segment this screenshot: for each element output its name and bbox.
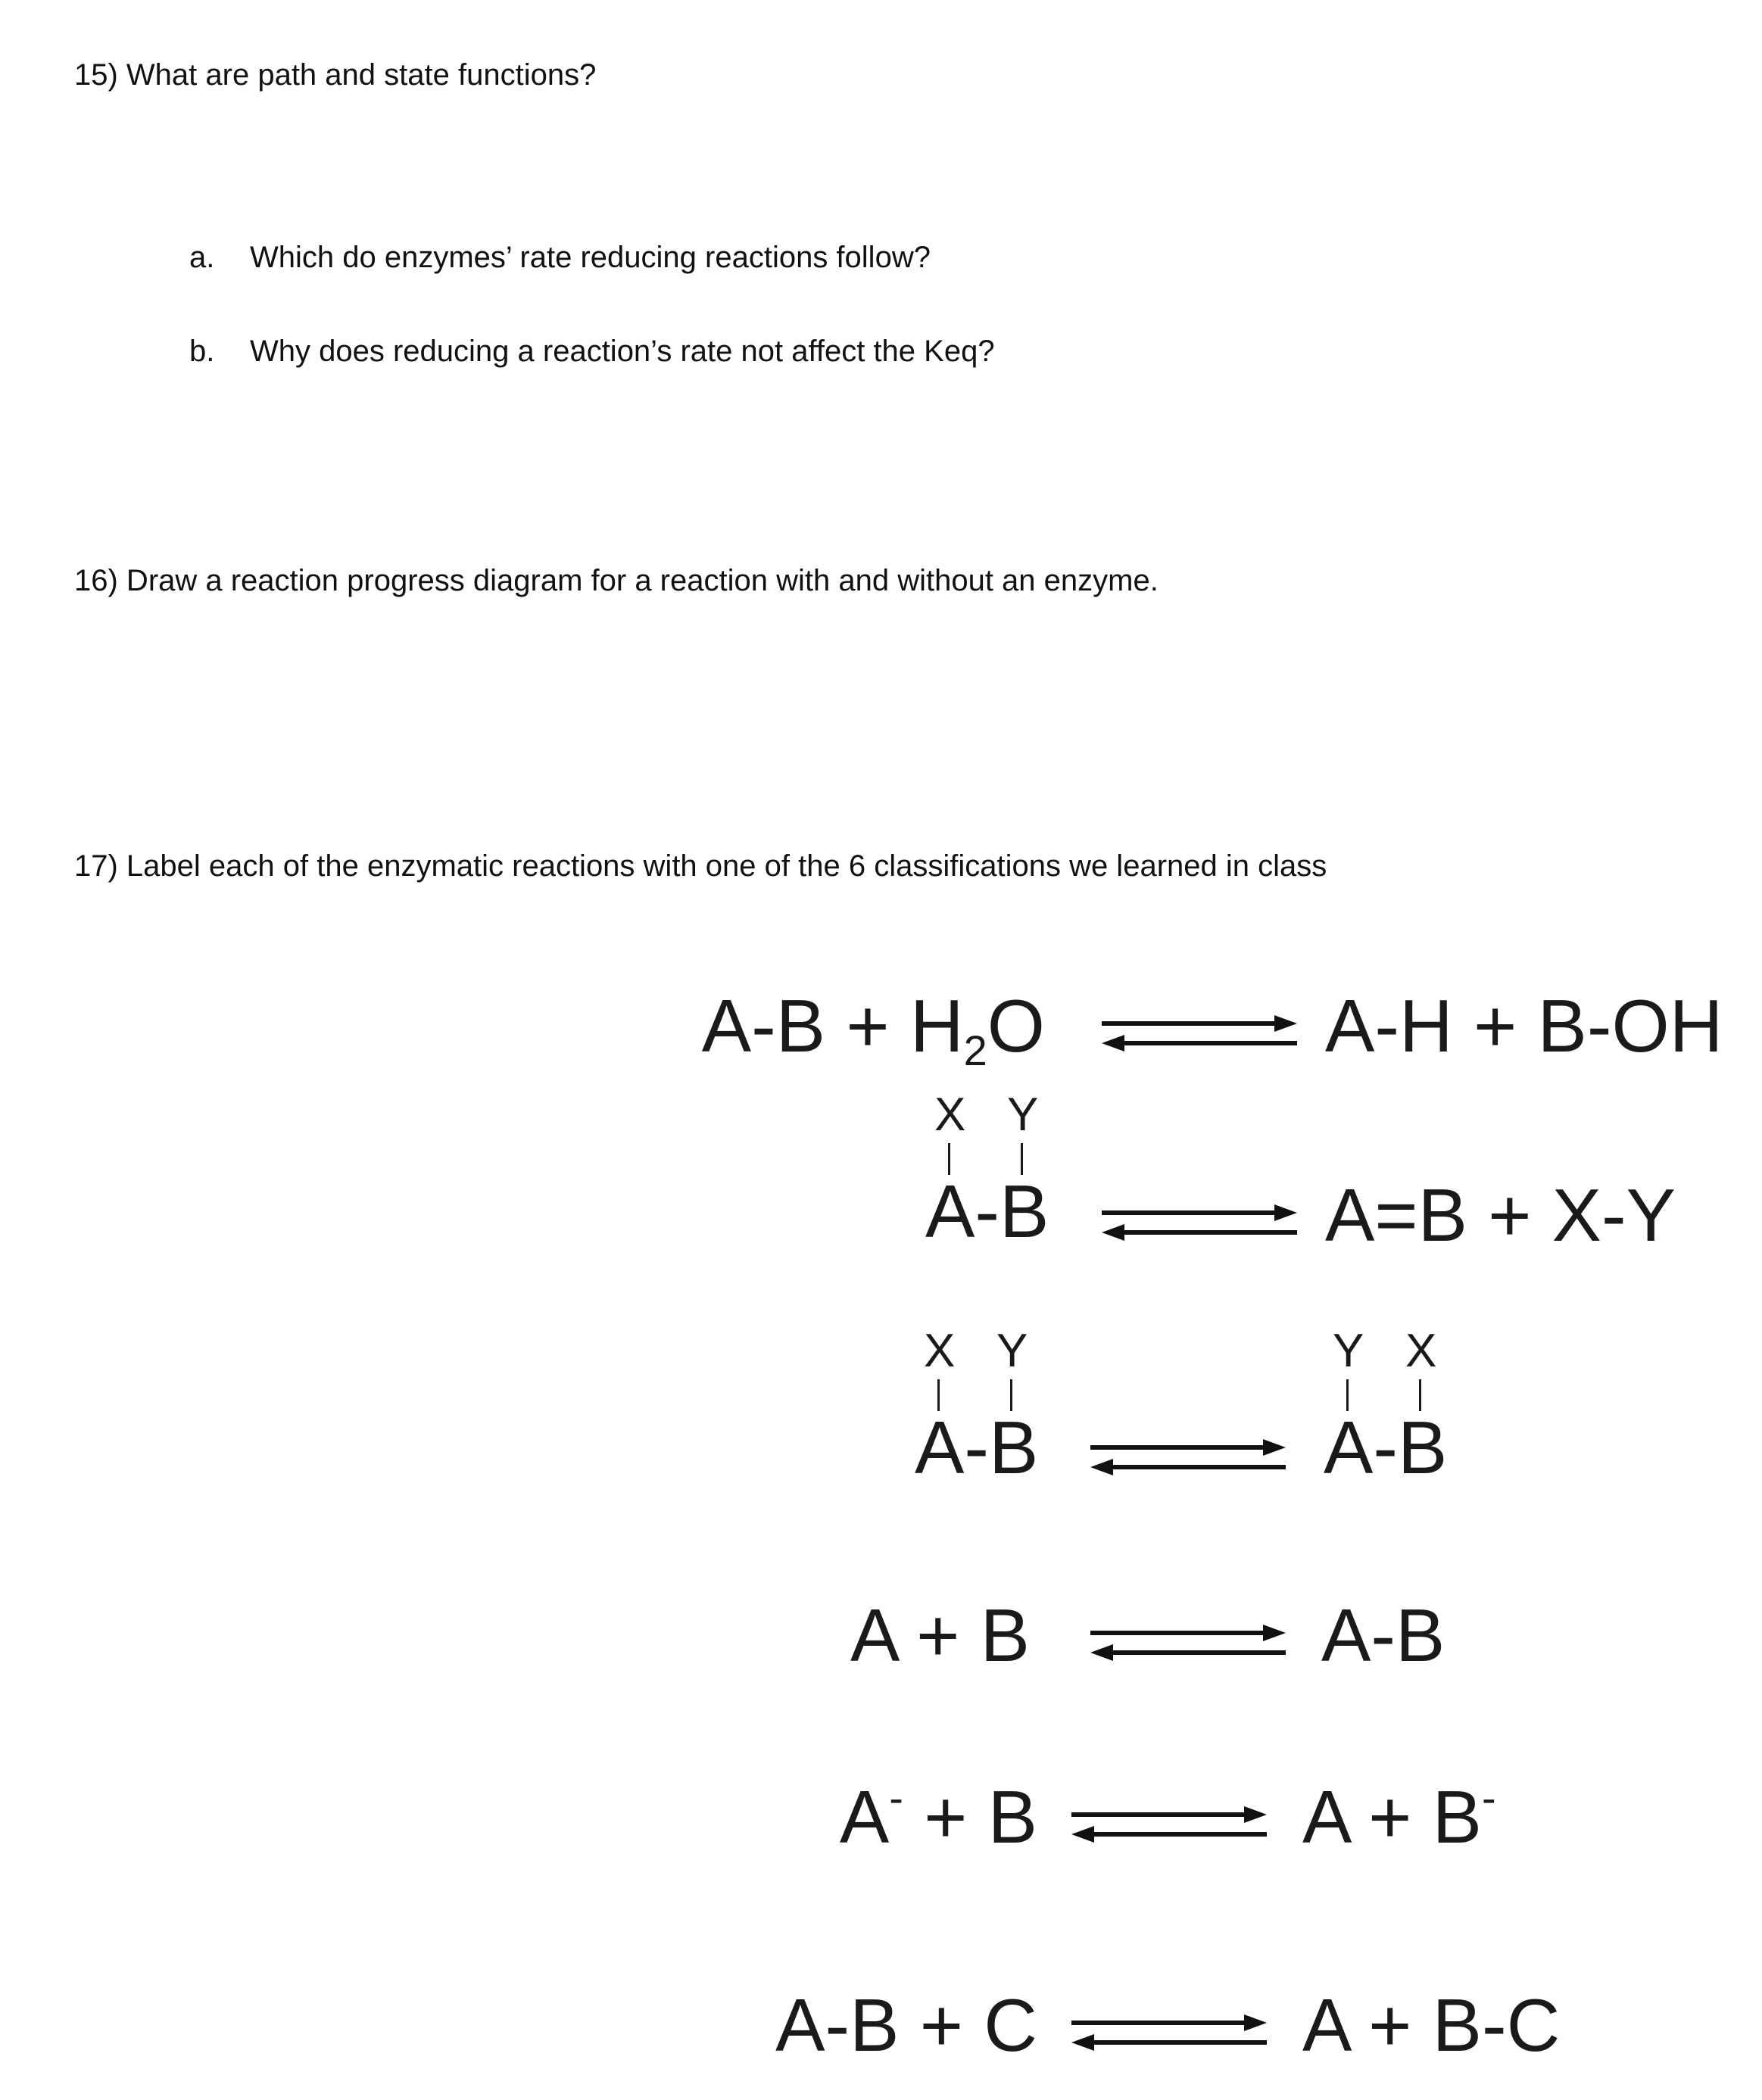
reaction-5-reactants: A- + B bbox=[839, 1774, 1037, 1859]
reaction-4-reactants: A + B bbox=[850, 1594, 1030, 1677]
question-15a-text: Which do enzymes’ rate reducing reactions follow? bbox=[250, 241, 931, 274]
question-16: 16) Draw a reaction progress diagram for a reaction with and without an enzyme. bbox=[74, 564, 1159, 597]
substituent-y: Y bbox=[1333, 1325, 1364, 1377]
question-15b-letter: b. bbox=[189, 335, 215, 368]
molecule-ab: A-B bbox=[925, 1170, 1049, 1253]
reaction-1-reactants: $A-B + H_2O$ bbox=[701, 984, 1045, 1074]
molecule-ab: A-B bbox=[915, 1406, 1039, 1489]
equilibrium-arrow-2 bbox=[1102, 1196, 1299, 1249]
question-15b-text: Why does reducing a reaction’s rate not affect the Keq? bbox=[250, 335, 995, 368]
reaction-5-products: A + B- bbox=[1302, 1774, 1496, 1859]
reaction-3-reactant bbox=[915, 1326, 1066, 1493]
equilibrium-arrow-1 bbox=[1102, 1007, 1299, 1060]
question-15: 15) What are path and state functions? bbox=[74, 58, 597, 92]
reaction-4-products: A-B bbox=[1321, 1594, 1445, 1677]
equilibrium-arrow-4 bbox=[1090, 1616, 1287, 1669]
substituent-y: Y bbox=[996, 1325, 1028, 1377]
equilibrium-arrow-5 bbox=[1071, 1798, 1268, 1851]
reaction-2-reactant bbox=[925, 1090, 1077, 1257]
reaction-2-products: A=B + X-Y bbox=[1325, 1173, 1676, 1257]
equilibrium-arrow-3 bbox=[1090, 1431, 1287, 1484]
reaction-1-products: A-H + B-OH bbox=[1325, 984, 1723, 1067]
substituent-x: X bbox=[1405, 1325, 1437, 1377]
question-15a-letter: a. bbox=[189, 241, 215, 274]
reaction-3-product bbox=[1324, 1326, 1475, 1493]
substituent-y: Y bbox=[1007, 1089, 1039, 1141]
reaction-6-reactants: A-B + C bbox=[775, 1983, 1037, 2067]
substituent-x: X bbox=[934, 1089, 966, 1141]
substituent-x: X bbox=[924, 1325, 956, 1377]
molecule-ab: A-B bbox=[1324, 1406, 1448, 1489]
equilibrium-arrow-6 bbox=[1071, 2006, 1268, 2059]
question-17: 17) Label each of the enzymatic reactions with one of the 6 classifications we learned in class bbox=[74, 849, 1327, 883]
reaction-6-products: A + B-C bbox=[1302, 1983, 1561, 2067]
